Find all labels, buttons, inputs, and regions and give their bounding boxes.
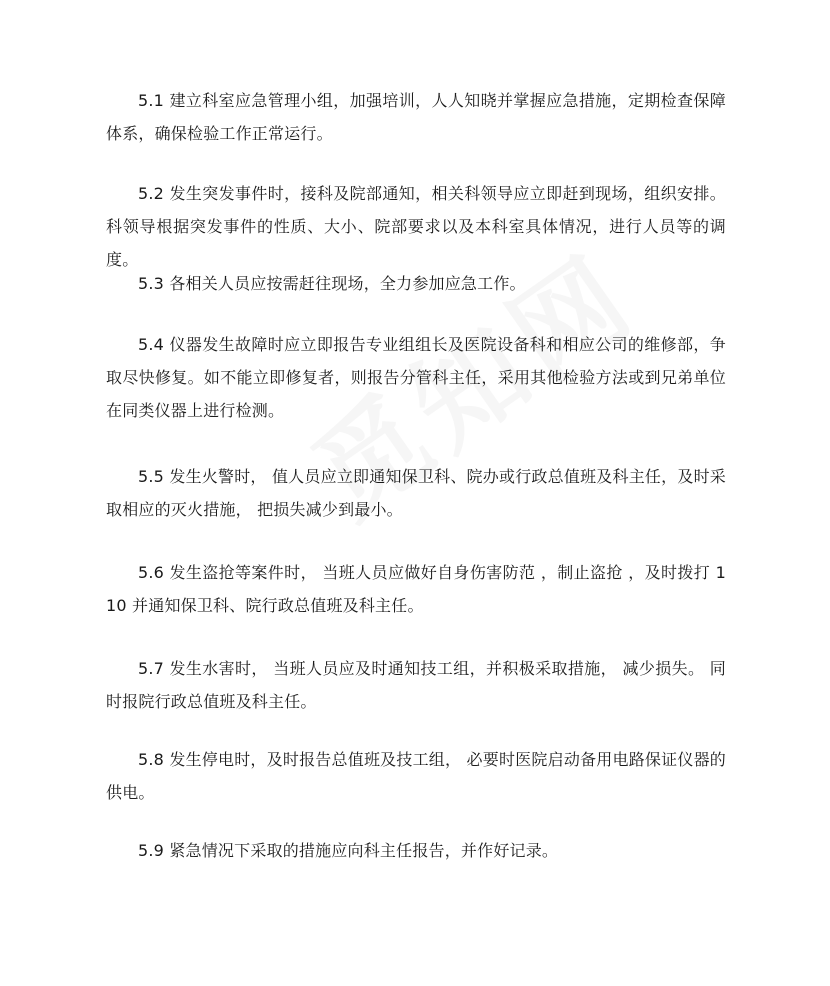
paragraph-5-6: 5.6 发生盗抢等案件时， 当班人员应做好自身伤害防范 ，制止盗抢 ，及时拨打 110 并通知保卫科、院行政总值班及科主任。 (106, 563, 726, 615)
paragraph-5-5: 5.5 发生火警时， 值人员应立即通知保卫科、院办或行政总值班及科主任，及时采取相应的灭火措施， 把损失减少到最小。 (106, 467, 726, 519)
paragraph-5-1: 5.1 建立科室应急管理小组，加强培训，人人知晓并掌握应急措施，定期检查保障体系，确保检验工作正常运行。 (106, 91, 726, 143)
paragraph-5-7: 5.7 发生水害时， 当班人员应及时通知技工组，并积极采取措施， 减少损失。 同时报院行政总值班及科主任。 (106, 659, 726, 711)
paragraph-5-8: 5.8 发生停电时，及时报告总值班及技工组， 必要时医院启动备用电路保证仪器的供电。 (106, 750, 726, 802)
paragraph-5-4: 5.4 仪器发生故障时应立即报告专业组组长及医院设备科和相应公司的维修部，争取尽快修复。如不能立即修复者，则报告分管科主任，采用其他检验方法或到兄弟单位在同类仪器上进行检测。 (106, 335, 726, 420)
paragraph-5-3: 5.3 各相关人员应按需赶往现场，全力参加应急工作。 (138, 274, 526, 293)
paragraph-5-9: 5.9 紧急情况下采取的措施应向科主任报告，并作好记录。 (138, 841, 559, 860)
paragraph-5-2: 5.2 发生突发事件时，接科及院部通知，相关科领导应立即赶到现场，组织安排。科领导根据突发事件的性质、大小、院部要求以及本科室具体情况，进行人员等的调度。 (106, 184, 726, 269)
